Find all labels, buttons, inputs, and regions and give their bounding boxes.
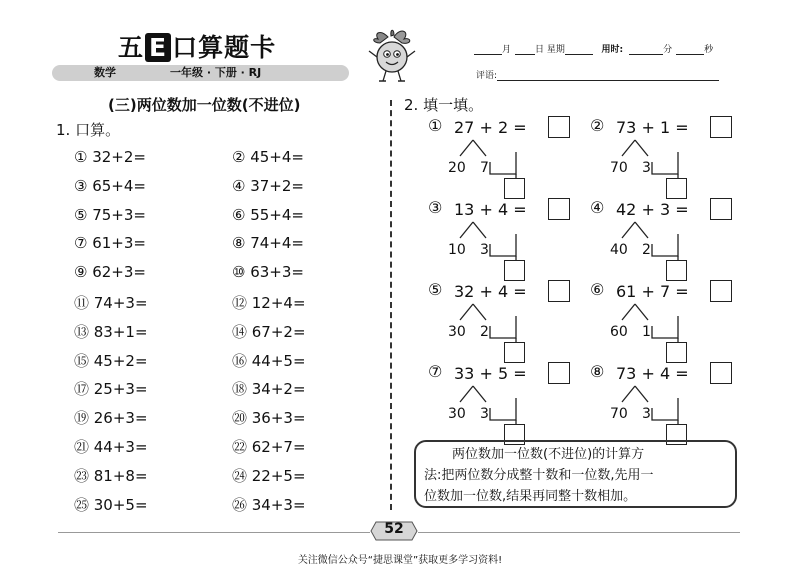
q2-item-number: ⑧ <box>590 362 605 381</box>
brand-title <box>118 28 276 64</box>
footer-note: 关注微信公众号“捷思课堂”获取更多学习资料! <box>297 555 503 566</box>
q2-item-expression: 32 + 4 = <box>454 282 527 301</box>
q2-item-number: ⑥ <box>590 280 605 299</box>
decomposed-tens: 70 <box>610 406 628 422</box>
weekday-blank[interactable] <box>565 44 593 55</box>
q1-problem: ⑥ 55+4= <box>232 205 304 224</box>
decomposed-ones: 3 <box>480 406 489 422</box>
brand-title-prefix: 五 <box>118 33 145 62</box>
q1-problem: ⑫ 12+4= <box>232 294 306 312</box>
subject-bar <box>52 65 349 81</box>
q2-item-expression: 13 + 4 = <box>454 200 527 219</box>
q2-item <box>428 116 608 198</box>
q2-item-number: ⑦ <box>428 362 443 381</box>
decomposed-tens: 30 <box>448 324 466 340</box>
evaluation-blank[interactable] <box>497 70 719 81</box>
grade-label: 一年级 · 下册 · RJ <box>170 66 262 79</box>
q2-item <box>428 362 608 444</box>
partial-sum-box[interactable] <box>666 178 687 199</box>
decomposed-ones: 2 <box>642 242 651 258</box>
q1-problem: ⑦ 61+3= <box>74 234 146 253</box>
method-note-box <box>414 440 737 508</box>
evaluation-label: 评语: <box>476 71 498 81</box>
q2-item <box>590 362 770 444</box>
q2-item-expression: 73 + 1 = <box>616 118 689 137</box>
second-label: 秒 <box>704 45 714 55</box>
q1-problem: ⑧ 74+4= <box>232 234 304 253</box>
q1-problem: ⑰ 25+3= <box>74 380 148 399</box>
second-blank[interactable] <box>676 44 704 55</box>
decomposed-ones: 2 <box>480 324 489 340</box>
partial-sum-box[interactable] <box>504 178 525 199</box>
section-title: (三)两位数加一位数(不进位) <box>108 96 301 114</box>
q1-problem: ㉓ 81+8= <box>74 466 148 485</box>
q1-problem: ㉔ 22+5= <box>232 466 306 485</box>
note-line-1: 两位数加一位数(不进位)的计算方 <box>452 447 645 462</box>
q1-problem: ⑨ 62+3= <box>74 263 146 282</box>
q1-problem: ㉖ 34+3= <box>232 495 306 514</box>
month-blank[interactable] <box>474 44 502 55</box>
q2-item-number: ② <box>590 116 605 135</box>
subject-label: 数学 <box>94 66 116 79</box>
q1-problem: ① 32+2= <box>74 148 146 166</box>
q1-problem: ㉕ 30+5= <box>74 495 148 514</box>
decomposed-ones: 7 <box>480 160 489 176</box>
day-label: 日 <box>535 45 545 55</box>
column-divider <box>390 100 392 510</box>
q1-problem: ⑱ 34+2= <box>232 380 306 399</box>
radish-mascot-icon <box>366 27 418 85</box>
q1-problem: ② 45+4= <box>232 148 304 166</box>
minute-label: 分 <box>663 45 673 55</box>
q2-item-expression: 61 + 7 = <box>616 282 689 301</box>
footer-rule-left <box>58 532 370 533</box>
q2-item <box>428 280 608 362</box>
weekday-label: 星期 <box>546 45 565 55</box>
q2-item <box>428 198 608 280</box>
decomposed-ones: 3 <box>642 406 651 422</box>
brand-e-logo: E <box>145 33 171 62</box>
evaluation-line <box>476 68 719 81</box>
q1-problem: ⑯ 44+5= <box>232 351 306 370</box>
decomposed-ones: 3 <box>642 160 651 176</box>
q1-problem: ⑪ 74+3= <box>74 294 148 312</box>
q1-problem: ③ 65+4= <box>74 176 146 195</box>
brand-title-suffix: 口算题卡 <box>172 33 277 62</box>
q2-item-number: ④ <box>590 198 605 217</box>
decomposed-tens: 40 <box>610 242 628 258</box>
date-line <box>474 42 713 55</box>
partial-sum-box[interactable] <box>666 342 687 363</box>
partial-sum-box[interactable] <box>504 342 525 363</box>
q2-item-number: ③ <box>428 198 443 217</box>
q2-item-expression: 33 + 5 = <box>454 364 527 383</box>
q1-problem: ⑩ 63+3= <box>232 263 304 282</box>
decomposed-tens: 20 <box>448 160 466 176</box>
q1-problem: ㉒ 62+7= <box>232 438 306 456</box>
footer-rule-right <box>418 532 740 533</box>
day-blank[interactable] <box>515 44 535 55</box>
month-label: 月 <box>502 45 512 55</box>
q2-item <box>590 280 770 362</box>
q2-heading: 2. 填一填。 <box>404 96 484 114</box>
q2-item <box>590 198 770 280</box>
q1-problem: ⑭ 67+2= <box>232 322 306 341</box>
q1-problem: ⑲ 26+3= <box>74 409 148 428</box>
decomposed-tens: 70 <box>610 160 628 176</box>
q2-item <box>590 116 770 198</box>
decomposed-tens: 60 <box>610 324 628 340</box>
q1-problem: ⑤ 75+3= <box>74 205 146 224</box>
time-label: 用时: <box>601 45 624 55</box>
note-line-3: 位数加一位数,结果再同整十数相加。 <box>424 489 637 504</box>
q1-heading: 1. 口算。 <box>56 121 121 139</box>
decomposed-ones: 3 <box>480 242 489 258</box>
minute-blank[interactable] <box>629 44 663 55</box>
decomposed-ones: 1 <box>642 324 651 340</box>
partial-sum-box[interactable] <box>504 260 525 281</box>
decomposed-tens: 30 <box>448 406 466 422</box>
q2-item-expression: 73 + 4 = <box>616 364 689 383</box>
q1-problem: ⑬ 83+1= <box>74 322 148 341</box>
q2-item-number: ⑤ <box>428 280 443 299</box>
page-number: 52 <box>384 521 404 537</box>
q2-item-number: ① <box>428 116 443 135</box>
q1-problem: ⑳ 36+3= <box>232 409 306 428</box>
q1-problem: ⑮ 45+2= <box>74 351 148 370</box>
q1-problem: ④ 37+2= <box>232 176 304 195</box>
q1-problem: ㉑ 44+3= <box>74 438 148 456</box>
partial-sum-box[interactable] <box>666 260 687 281</box>
q2-item-expression: 27 + 2 = <box>454 118 527 137</box>
note-line-2: 法:把两位数分成整十数和一位数,先用一 <box>424 468 654 483</box>
q2-item-expression: 42 + 3 = <box>616 200 689 219</box>
decomposed-tens: 10 <box>448 242 466 258</box>
